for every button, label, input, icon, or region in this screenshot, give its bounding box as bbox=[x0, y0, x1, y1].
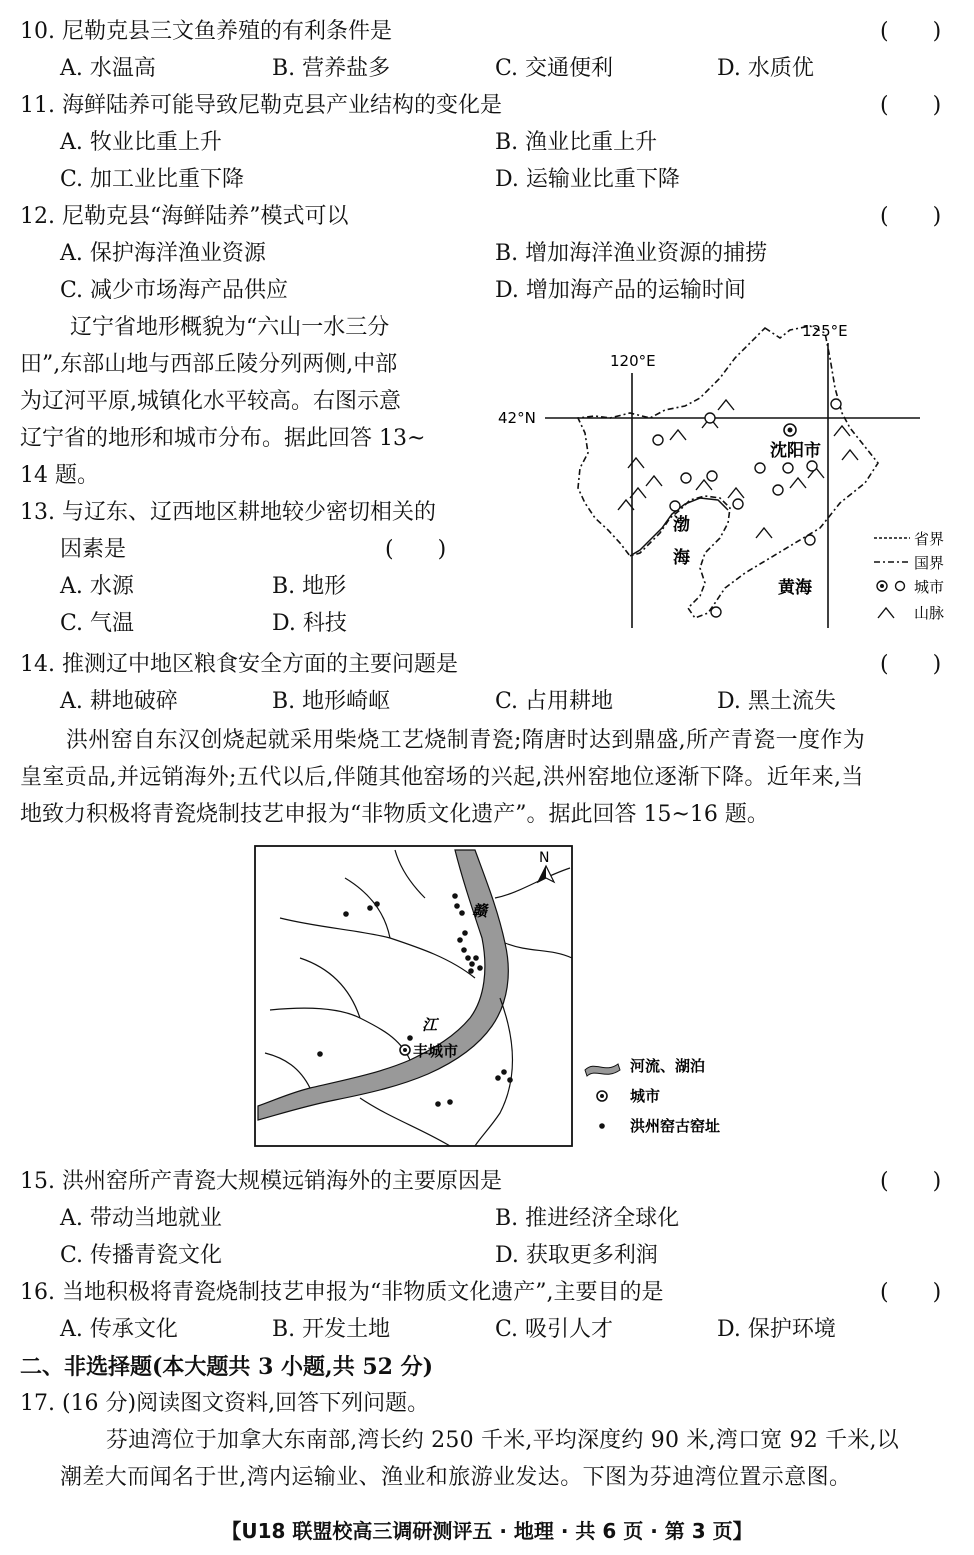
q13-answer-paren: ( ) bbox=[385, 537, 447, 562]
page-footer: 【U18 联盟校高三调研测评五 · 地理 · 共 6 页 · 第 3 页】 bbox=[221, 1519, 753, 1543]
legend-city: 城市 bbox=[630, 1087, 661, 1105]
legend-national: 国界 bbox=[914, 554, 945, 572]
q14-option-a: A. 耕地破碎 bbox=[60, 689, 178, 714]
liaoning-map bbox=[490, 318, 960, 638]
q14-option-d: D. 黑土流失 bbox=[717, 689, 836, 714]
q15-option-d: D. 获取更多利润 bbox=[495, 1243, 658, 1268]
legend-city: 城市 bbox=[914, 578, 945, 596]
north-label: N bbox=[539, 850, 550, 866]
lon-125-label: 125°E bbox=[802, 322, 848, 340]
intro15-line-3: 地致力积极将青瓷烧制技艺申报为“非物质文化遗产”。据此回答 15~16 题。 bbox=[20, 802, 769, 827]
q12-option-d: D. 增加海产品的运输时间 bbox=[495, 278, 746, 303]
q14-stem: 14. 推测辽中地区粮食安全方面的主要问题是 bbox=[20, 652, 458, 677]
legend-river-icon bbox=[585, 1064, 620, 1076]
shenyang-label: 沈阳市 bbox=[770, 441, 821, 461]
q16-option-a: A. 传承文化 bbox=[60, 1317, 178, 1342]
river-label-gan: 赣 bbox=[472, 902, 488, 920]
legend-kiln: 洪州窑古窑址 bbox=[630, 1117, 721, 1135]
q11-stem: 11. 海鲜陆养可能导致尼勒克县产业结构的变化是 bbox=[20, 93, 502, 118]
q15-option-c: C. 传播青瓷文化 bbox=[60, 1243, 223, 1268]
lon-120-label: 120°E bbox=[610, 352, 656, 370]
river-label-jiang: 江 bbox=[422, 1016, 438, 1034]
q14-option-b: B. 地形崎岖 bbox=[272, 689, 391, 714]
fengcheng-dot bbox=[403, 1048, 407, 1052]
legend-city-dot bbox=[600, 1094, 604, 1098]
bohai-label-1: 渤 bbox=[673, 515, 690, 535]
q13-option-a: A. 水源 bbox=[60, 574, 134, 599]
q16-option-c: C. 吸引人才 bbox=[495, 1317, 614, 1342]
q15-option-b: B. 推进经济全球化 bbox=[495, 1206, 680, 1231]
q13-option-b: B. 地形 bbox=[272, 574, 347, 599]
q15-option-a: A. 带动当地就业 bbox=[60, 1206, 222, 1231]
q10-option-c: C. 交通便利 bbox=[495, 56, 614, 81]
bohai-label-2: 海 bbox=[673, 548, 690, 568]
q10-option-a: A. 水温高 bbox=[60, 56, 156, 81]
q17-passage-line-1: 芬迪湾位于加拿大东南部,湾长约 250 千米,平均深度约 90 米,湾口宽 92 千米,以 bbox=[106, 1428, 899, 1453]
intro13-line-1: 辽宁省地形概貌为“六山一水三分 bbox=[48, 315, 390, 340]
intro13-line-5: 14 题。 bbox=[20, 463, 99, 488]
q10-stem: 10. 尼勒克县三文鱼养殖的有利条件是 bbox=[20, 19, 392, 44]
q16-stem: 16. 当地积极将青瓷烧制技艺申报为“非物质文化遗产”,主要目的是 bbox=[20, 1280, 664, 1305]
q16-option-b: B. 开发土地 bbox=[272, 1317, 391, 1342]
q11-option-d: D. 运输业比重下降 bbox=[495, 167, 680, 192]
legend-mountain-icon bbox=[878, 608, 894, 618]
q15-stem: 15. 洪州窑所产青瓷大规模远销海外的主要原因是 bbox=[20, 1169, 502, 1194]
q10-option-b: B. 营养盐多 bbox=[272, 56, 391, 81]
q13-stem-line-1: 13. 与辽东、辽西地区耕地较少密切相关的 bbox=[20, 500, 436, 525]
legend-city-icon bbox=[896, 582, 905, 591]
intro15-line-2: 皇室贡品,并远销海外;五代以后,伴随其他窑场的兴起,洪州窑地位逐渐下降。近年来,当 bbox=[20, 765, 864, 790]
q12-answer-paren: ( ) bbox=[880, 204, 942, 229]
q12-option-a: A. 保护海洋渔业资源 bbox=[60, 241, 266, 266]
huanghai-label: 黄海 bbox=[778, 578, 812, 598]
legend-mountain: 山脉 bbox=[914, 604, 945, 622]
q15-answer-paren: ( ) bbox=[880, 1169, 942, 1194]
legend-province: 省界 bbox=[914, 530, 945, 548]
q13-option-d: D. 科技 bbox=[272, 611, 347, 636]
q11-option-c: C. 加工业比重下降 bbox=[60, 167, 245, 192]
q11-answer-paren: ( ) bbox=[880, 93, 942, 118]
q12-option-b: B. 增加海洋渔业资源的捕捞 bbox=[495, 241, 768, 266]
fengcheng-label: 丰城市 bbox=[413, 1042, 459, 1060]
legend-capital-dot bbox=[880, 584, 884, 588]
q14-option-c: C. 占用耕地 bbox=[495, 689, 614, 714]
q12-stem: 12. 尼勒克县“海鲜陆养”模式可以 bbox=[20, 204, 349, 229]
intro13-line-4: 辽宁省的地形和城市分布。据此回答 13~ bbox=[20, 426, 426, 451]
q11-option-a: A. 牧业比重上升 bbox=[60, 130, 222, 155]
q17-stem: 17. (16 分)阅读图文资料,回答下列问题。 bbox=[20, 1391, 430, 1416]
q16-option-d: D. 保护环境 bbox=[717, 1317, 836, 1342]
q12-option-c: C. 减少市场海产品供应 bbox=[60, 278, 289, 303]
q10-option-d: D. 水质优 bbox=[717, 56, 814, 81]
intro15-line-1: 洪州窑自东汉创烧起就采用柴烧工艺烧制青瓷;隋唐时达到鼎盛,所产青瓷一度作为 bbox=[66, 728, 866, 753]
q13-option-c: C. 气温 bbox=[60, 611, 135, 636]
section2-heading: 二、非选择题(本大题共 3 小题,共 52 分) bbox=[20, 1354, 434, 1380]
intro13-line-2: 田”,东部山地与西部丘陵分列两侧,中部 bbox=[20, 352, 398, 377]
q10-answer-paren: ( ) bbox=[880, 19, 942, 44]
mountain-icons bbox=[618, 400, 858, 538]
lat-42-label: 42°N bbox=[498, 409, 536, 427]
q11-option-b: B. 渔业比重上升 bbox=[495, 130, 658, 155]
intro13-line-3: 为辽河平原,城镇化水平较高。右图示意 bbox=[20, 389, 401, 414]
hongzhou-map bbox=[250, 838, 770, 1153]
legend-kiln-icon bbox=[599, 1123, 605, 1129]
q13-stem-line-2: 因素是 bbox=[60, 537, 127, 562]
q14-answer-paren: ( ) bbox=[880, 652, 942, 677]
legend-river: 河流、湖泊 bbox=[630, 1057, 706, 1075]
q17-passage-line-2: 潮差大而闻名于世,湾内运输业、渔业和旅游业发达。下图为芬迪湾位置示意图。 bbox=[60, 1465, 852, 1490]
q16-answer-paren: ( ) bbox=[880, 1280, 942, 1305]
shenyang-dot bbox=[788, 428, 793, 433]
